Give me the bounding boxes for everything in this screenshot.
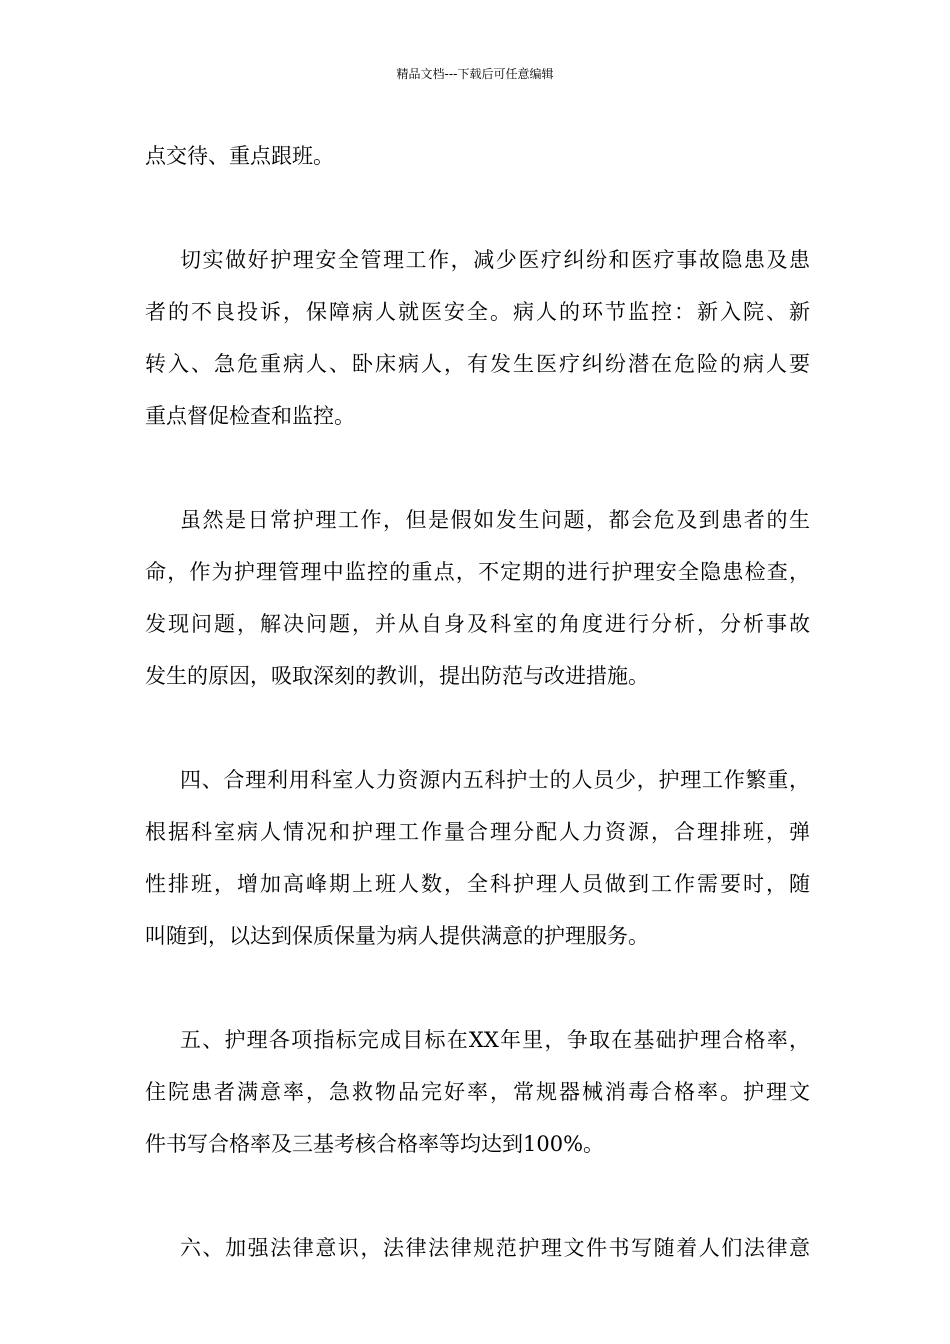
paragraph-line: 转入、急危重病人、卧床病人，有发生医疗纠纷潜在危险的病人要 — [145, 352, 810, 376]
document-body — [145, 130, 810, 1274]
paragraph-gap — [145, 702, 810, 754]
paragraph-2 — [145, 234, 810, 442]
paragraph-line: 五、护理各项指标完成目标在XX年里，争取在基础护理合格率， — [180, 1028, 810, 1052]
paragraph-gap — [145, 1170, 810, 1222]
paragraph-gap — [145, 962, 810, 1014]
paragraph-6 — [145, 1222, 810, 1274]
paragraph-4 — [145, 754, 810, 962]
paragraph-line: 根据科室病人情况和护理工作量合理分配人力资源，合理排班，弹 — [145, 820, 810, 844]
paragraph-line: 性排班，增加高峰期上班人数，全科护理人员做到工作需要时，随 — [145, 872, 810, 896]
page-header: 精品文档---下载后可任意编辑 — [396, 67, 554, 81]
paragraph-line: 点交待、重点跟班。 — [145, 144, 334, 168]
paragraph-1 — [145, 130, 810, 182]
paragraph-line: 发生的原因，吸取深刻的教训，提出防范与改进措施。 — [145, 664, 649, 688]
paragraph-3 — [145, 494, 810, 702]
paragraph-line: 件书写合格率及三基考核合格率等均达到100%。 — [145, 1132, 605, 1156]
paragraph-line: 发现问题，解决问题，并从自身及科室的角度进行分析，分析事故 — [145, 612, 810, 636]
paragraph-line: 重点督促检查和监控。 — [145, 404, 355, 428]
paragraph-gap — [145, 182, 810, 234]
paragraph-line: 者的不良投诉，保障病人就医安全。病人的环节监控：新入院、新 — [145, 300, 810, 324]
paragraph-line: 叫随到，以达到保质保量为病人提供满意的护理服务。 — [145, 924, 649, 948]
paragraph-line: 六、加强法律意识，法律法律规范护理文件书写随着人们法律意 — [180, 1236, 810, 1260]
paragraph-line: 住院患者满意率，急救物品完好率，常规器械消毒合格率。护理文 — [145, 1080, 810, 1104]
paragraph-line: 虽然是日常护理工作，但是假如发生问题，都会危及到患者的生 — [180, 508, 810, 532]
paragraph-line: 切实做好护理安全管理工作，减少医疗纠纷和医疗事故隐患及患 — [180, 248, 810, 272]
paragraph-5 — [145, 1014, 810, 1170]
paragraph-line: 四、合理利用科室人力资源内五科护士的人员少，护理工作繁重， — [180, 768, 810, 792]
paragraph-gap — [145, 442, 810, 494]
paragraph-line: 命，作为护理管理中监控的重点，不定期的进行护理安全隐患检查， — [145, 560, 810, 584]
